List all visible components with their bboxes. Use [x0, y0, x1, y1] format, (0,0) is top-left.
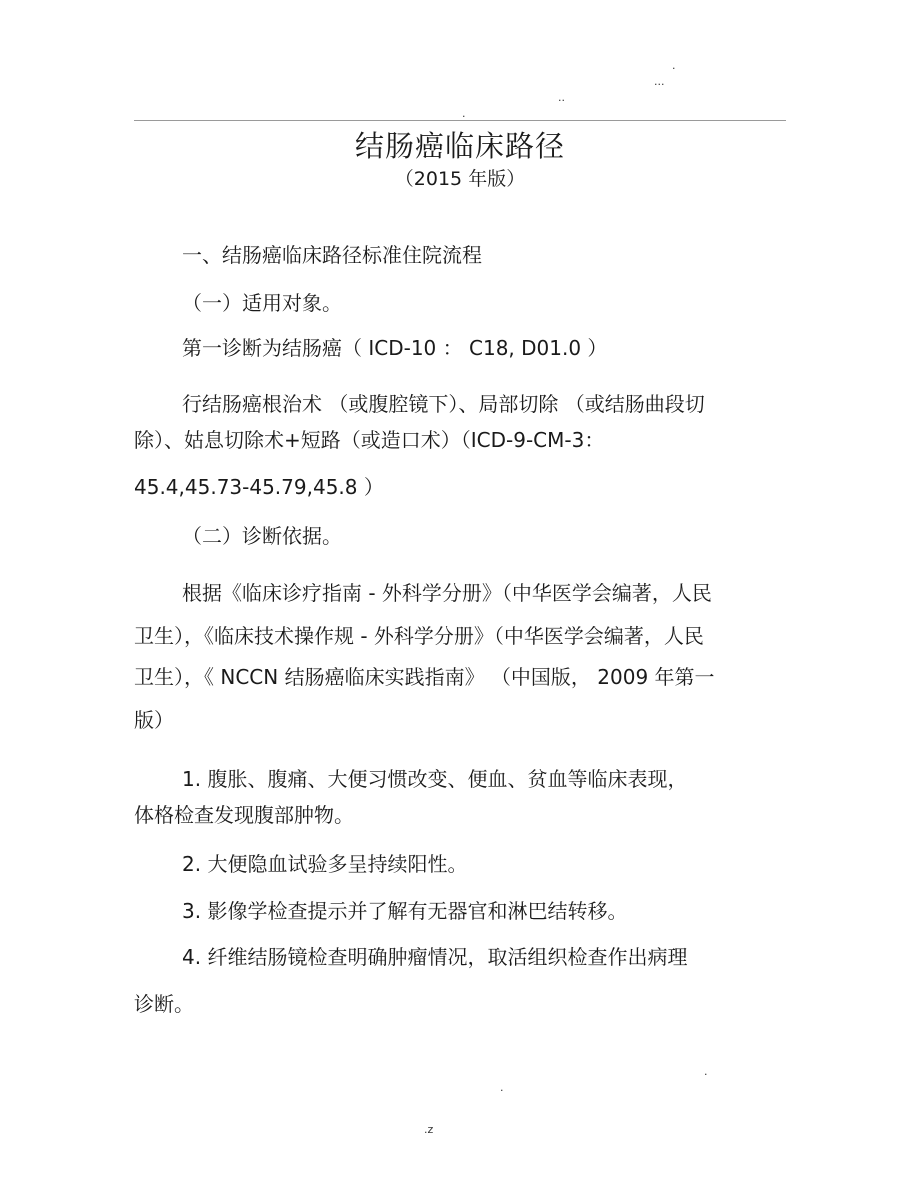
header-mark: . [462, 107, 466, 120]
header-mark: ... [654, 75, 665, 88]
document-edition: （2015 年版） [394, 168, 526, 190]
list-item: 2. 大便隐血试验多呈持续阳性。 [182, 852, 468, 876]
list-item: 4. 纤维结肠镜检查明确肿瘤情况，取活组织检查作出病理 [182, 945, 688, 969]
header-mark: .. [558, 91, 565, 104]
paragraph-line: 卫生），《临床技术操作规 - 外科学分册》（中华医学会编著，人民 [134, 624, 704, 648]
paragraph-line: 卫生），《 NCCN 结肠癌临床实践指南》 （中国版， 2009 年第一 [134, 665, 715, 689]
header-rule [134, 120, 786, 121]
list-item: 3. 影像学检查提示并了解有无器官和淋巴结转移。 [182, 899, 628, 923]
subsection-heading: （二）诊断依据。 [182, 524, 342, 548]
footer-mark: . [500, 1081, 504, 1094]
subsection-heading: （一）适用对象。 [182, 291, 342, 315]
document-title: 结肠癌临床路径 [354, 129, 565, 163]
paragraph-line: 行结肠癌根治术 （或腹腔镜下）、局部切除 （或结肠曲段切 [182, 392, 705, 416]
paragraph-line: 第一诊断为结肠癌（ ICD-10 ： C18, D01.0 ） [182, 336, 608, 360]
paragraph-line: 根据《临床诊疗指南 - 外科学分册》（中华医学会编著，人民 [182, 581, 712, 605]
list-item-continuation: 诊断。 [134, 992, 194, 1016]
list-item: 1. 腹胀、腹痛、大便习惯改变、便血、贫血等临床表现， [182, 767, 688, 791]
list-item-continuation: 体格检查发现腹部肿物。 [134, 803, 354, 827]
paragraph-line: 除）、姑息切除术+短路（或造口术）（ICD-9-CM-3： [134, 428, 605, 452]
section-heading: 一、结肠癌临床路径标准住院流程 [182, 243, 482, 267]
page-mark: .z [424, 1123, 434, 1136]
paragraph-line: 45.4,45.73-45.79,45.8 ） [134, 475, 384, 499]
header-mark: . [672, 59, 676, 72]
paragraph-line: 版） [134, 708, 174, 732]
footer-mark: . [704, 1065, 708, 1078]
